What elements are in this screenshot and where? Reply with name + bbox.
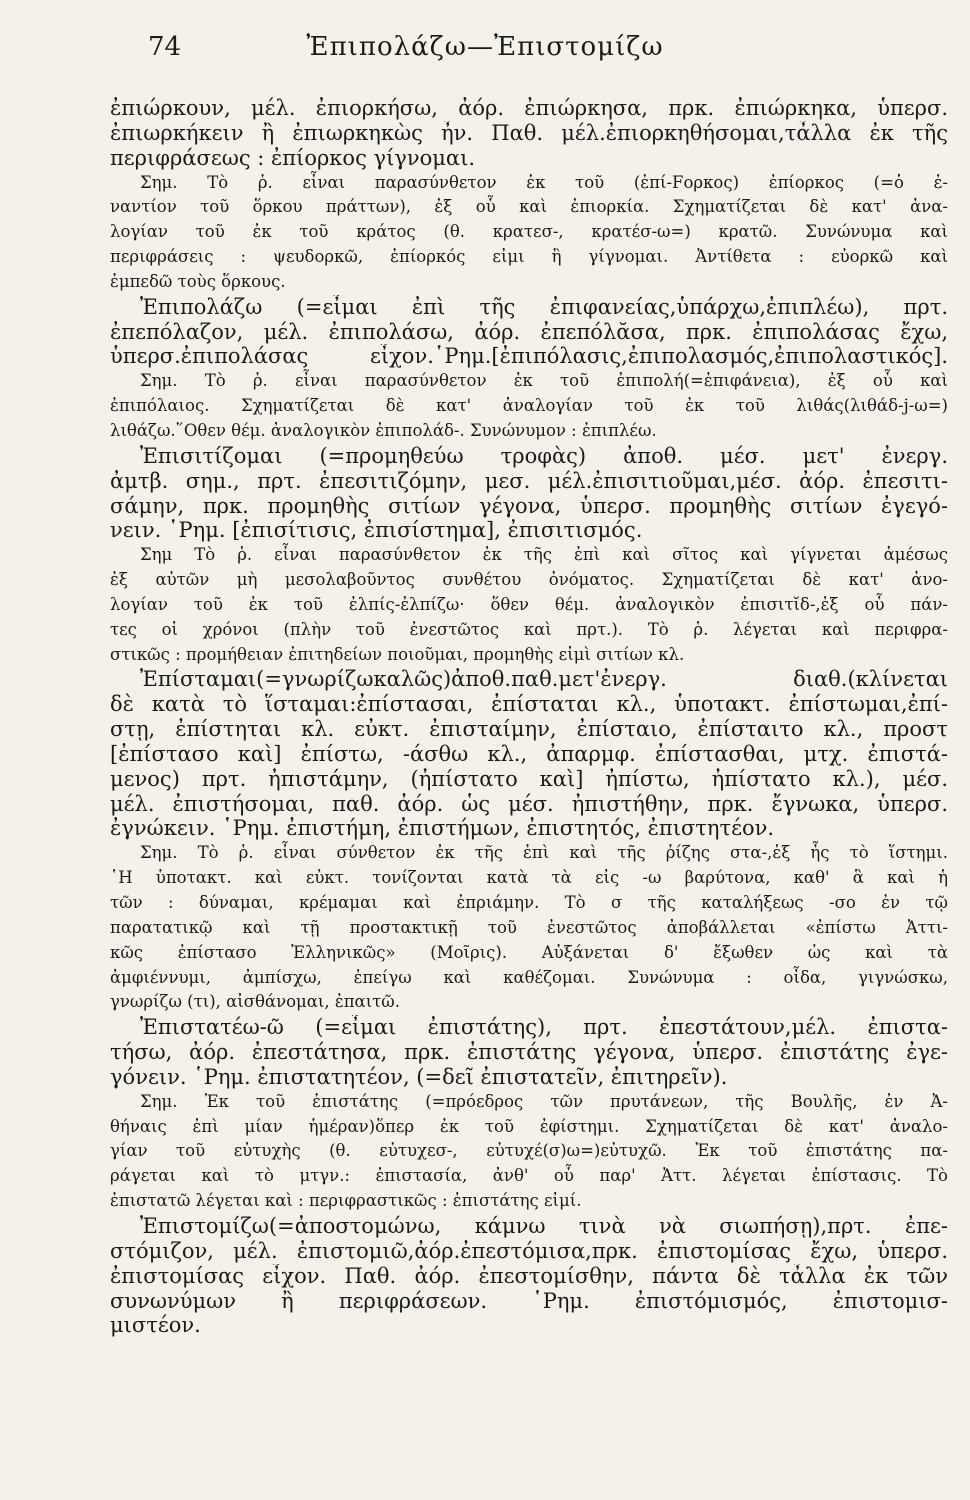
entry-line: Ἐπιπολάζω (=εἶμαι ἐπὶ τῆς ἐπιφανείας,ὑπάρχω,ἐπιπλέω), πρτ. (140, 294, 948, 319)
note-line: κῶς ἐπίστασο Ἑλληνικῶς» (Μοῖρις). Αὐξάνεται δ' ἔξωθεν ὡς καὶ τὰ (110, 942, 948, 962)
note-line: Σημ Τὸ ῥ. εἶναι παρασύνθετον ἐκ τῆς ἐπὶ καὶ σῖτος καὶ γίγνεται ἀμέσως (140, 545, 948, 565)
note-line: ναντίον τοῦ ὅρκου πράττων), ἐξ οὗ καὶ ἐπιορκία. Σχηματίζεται δὲ κατ' ἀνα- (110, 197, 948, 217)
entry-line: Ἐπιστομίζω(=ἀποστομώνω, κάμνω τινὰ νὰ σιωπήσῃ),πρτ. ἐπε- (140, 1213, 948, 1238)
page-header (0, 32, 970, 72)
entry-line: γόνειν. ῾Ρημ. ἐπιστατητέον, (=δεῖ ἐπιστατεῖν, ἐπιτηρεῖν). (110, 1064, 728, 1089)
note-line: ἐξ αὐτῶν μὴ μεσολαβοῦντος συνθέτου ὀνόματος. Σχηματίζεται δὲ κατ' ἀνο- (110, 570, 948, 590)
entry-line: σάμην, πρκ. προμηθὴς σιτίων γέγονα, ὑπερσ. προμηθὴς σιτίων ἐγεγό- (110, 493, 948, 518)
running-head: Ἐπιπολάζω—Ἐπιστομίζω (306, 32, 664, 62)
note-line: στικῶς : προμήθειαν ἐπιτηδείων ποιοῦμαι, προμηθὴς εἰμὶ σιτίων κλ. (110, 644, 685, 664)
entry-line: ἀμτβ. σημ., πρτ. ἐπεσιτιζόμην, μεσ. μέλ.ἐπισιτιοῦμαι,μέσ. ἀόρ. ἐπεσιτι- (110, 468, 948, 493)
page-number: 74 (148, 32, 182, 62)
note-line: περιφράσεις : ψευδορκῶ, ἐπίορκός εἰμι ἢ γίγνομαι. Ἀντίθετα : εὐορκῶ καὶ (110, 247, 948, 267)
entry-line: στόμιζον, μέλ. ἐπιστομιῶ,ἀόρ.ἐπεστόμισα,πρκ. ἐπιστομίσας ἔχω, ὑπερσ. (110, 1238, 948, 1263)
note-line: τες οἱ χρόνοι (πλὴν τοῦ ἐνεστῶτος καὶ πρτ.). Τὸ ῥ. λέγεται καὶ περιφρα- (110, 619, 948, 639)
entry-line: [ἐπίστασο καὶ] ἐπίστω, -άσθω κλ., ἀπαρμφ. ἐπίστασθαι, μτχ. ἐπιστά- (110, 741, 948, 766)
note-line: Σημ. Τὸ ῥ. εἶναι παρασύνθετον ἐκ τοῦ (ἐπί-Fορκος) ἐπίορκος (=ὁ ἐ- (140, 172, 948, 192)
entry-line: ἐπεπόλαζον, μέλ. ἐπιπολάσω, ἀόρ. ἐπεπόλᾰσα, πρκ. ἐπιπολάσας ἔχω, (110, 319, 948, 344)
entry-line: στῃ, ἐπίστηται κλ. εὐκτ. ἐπισταίμην, ἐπίσταιο, ἐπίσταιτο κλ., προστ (110, 717, 948, 742)
entry-line: μιστέον. (110, 1313, 201, 1338)
note-line: ἐμπεδῶ τοὺς ὅρκους. (110, 271, 286, 291)
note-line: παρατατικῷ καὶ τῇ προστακτικῇ τοῦ ἐνεστῶτος ἀποβάλλεται «ἐπίστω Ἀττι- (110, 917, 948, 937)
entry-line: Ἐπίσταμαι(=γνωρίζωκαλῶς)ἀποθ.παθ.μετ'ἐνεργ. διαθ.(κλίνεται (140, 667, 948, 692)
entry-line: δὲ κατὰ τὸ ἵσταμαι:ἐπίστασαι, ἐπίσταται κλ., ὑποτακτ. ἐπίστωμαι,ἐπί- (110, 692, 948, 717)
entry-line: τήσω, ἀόρ. ἐπεστάτησα, πρκ. ἐπιστάτης γέγονα, ὑπερσ. ἐπιστάτης ἐγε- (110, 1040, 948, 1065)
page-body (110, 96, 948, 1338)
note-line: ἐπιπόλαιος. Σχηματίζεται δὲ κατ' ἀναλογίαν τοῦ ἐκ τοῦ λιθάς(λιθάδ-j-ω=) (110, 396, 948, 416)
entry-line: ἐπιωρκήκειν ἢ ἐπιωρκηκὼς ἦν. Παθ. μέλ.ἐπιορκηθήσομαι,τἆλλα ἐκ τῆς (110, 120, 948, 145)
note-line: ράγεται καὶ τὸ μτγν.: ἐπιστασία, ἀνθ' οὗ παρ' Ἀττ. λέγεται ἐπίστασις. Τὸ (110, 1166, 948, 1186)
entry-line: ὑπερσ.ἐπιπολάσας εἶχον.῾Ρημ.[ἐπιπόλασις,ἐπιπολασμός,ἐπιπολαστικός]. (110, 344, 948, 369)
note-line: ῾Η ὑποτακτ. καὶ εὐκτ. τονίζονται κατὰ τὰ εἰς -ω βαρύτονα, καθ' ἃ καὶ ἡ (110, 868, 948, 888)
entry-line: ἐγνώκειν. ῾Ρημ. ἐπιστήμη, ἐπιστήμων, ἐπιστητός, ἐπιστητέον. (110, 816, 775, 841)
note-line: γίαν τοῦ εὐτυχὴς (θ. εὐτυχεσ-, εὐτυχέ(σ)ω=)εὐτυχῶ. Ἐκ τοῦ ἐπιστάτης πα- (110, 1141, 948, 1161)
note-line: ἀμφιέννυμι, ἀμπίσχω, ἐπείγω καὶ καθέζομαι. Συνώνυμα : οἶδα, γιγνώσκω, (110, 967, 948, 987)
entry-line: Ἐπισιτίζομαι (=προμηθεύω τροφὰς) ἀποθ. μέσ. μετ' ἐνεργ. (140, 443, 948, 468)
entry-line: ἐπιστομίσας εἶχον. Παθ. ἀόρ. ἐπεστομίσθην, πάντα δὲ τἆλλα ἐκ τῶν (110, 1263, 948, 1288)
entry-line: Ἐπιστατέω-ῶ (=εἶμαι ἐπιστάτης), πρτ. ἐπεστάτουν,μέλ. ἐπιστα- (140, 1015, 948, 1040)
entry-line: ἐπιώρκουν, μέλ. ἐπιορκήσω, ἀόρ. ἐπιώρκησα, πρκ. ἐπιώρκηκα, ὑπερσ. (110, 96, 948, 120)
note-line: λιθάζω.῞Οθεν θέμ. ἀναλογικὸν ἐπιπολάδ-. Συνώνυμον : ἐπιπλέω. (110, 420, 657, 440)
note-line: ἐπιστατῶ λέγεται καὶ : περιφραστικῶς : ἐπιστάτης εἰμί. (110, 1191, 582, 1211)
note-line: τῶν : δύναμαι, κρέμαμαι καὶ ἐπριάμην. Τὸ σ τῆς καταλήξεως -σο ἐν τῷ (110, 893, 948, 912)
entry-line: μέλ. ἐπιστήσομαι, παθ. ἀόρ. ὡς μέσ. ἠπιστήθην, πρκ. ἔγνωκα, ὑπερσ. (110, 791, 948, 816)
note-line: γνωρίζω (τι), αἰσθάνομαι, ἐπαιτῶ. (110, 992, 400, 1012)
note-line: λογίαν τοῦ ἐκ τοῦ κράτος (θ. κρατεσ-, κρατέσ-ω=) κρατῶ. Συνώνυμα καὶ (110, 222, 948, 242)
note-line: Σημ. Τὸ ῥ. εἶναι παρασύνθετον ἐκ τοῦ ἐπιπολή(=ἐπιφάνεια), ἐξ οὗ καὶ (140, 371, 948, 391)
note-line: Σημ. Τὸ ῥ. εἶναι σύνθετον ἐκ τῆς ἐπὶ καὶ τῆς ῥίζης στα-,ἐξ ἧς τὸ ἵστημι. (140, 843, 948, 863)
entry-line: περιφράσεως : ἐπίορκος γίγνομαι. (110, 145, 475, 170)
entry-line: μενος) πρτ. ἠπιστάμην, (ἠπίστατο καὶ] ἠπίστω, ἠπίστατο κλ.), μέσ. (110, 766, 948, 791)
note-line: λογίαν τοῦ ἐκ τοῦ ἐλπίς-ἐλπίζω· ὅθεν θέμ. ἀναλογικὸν ἐπισιτῐδ-,ἐξ οὗ πάν- (110, 594, 948, 614)
entry-line: συνωνύμων ἢ περιφράσεων. ῾Ρημ. ἐπιστόμισμός, ἐπιστομισ- (110, 1288, 948, 1313)
note-line: Σημ. Ἐκ τοῦ ἐπιστάτης (=πρόεδρος τῶν πρυτάνεων, τῆς Βουλῆς, ἐν Ἀ- (140, 1091, 948, 1111)
note-line: θήναις ἐπὶ μίαν ἡμέραν)ὅπερ ἐκ τοῦ ἐφίστημι. Σχηματίζεται δὲ κατ' ἀναλο- (110, 1116, 948, 1136)
entry-line: νειν. ῾Ρημ. [ἐπισίτισις, ἐπισίστημα], ἐπισιτισμός. (110, 518, 643, 543)
